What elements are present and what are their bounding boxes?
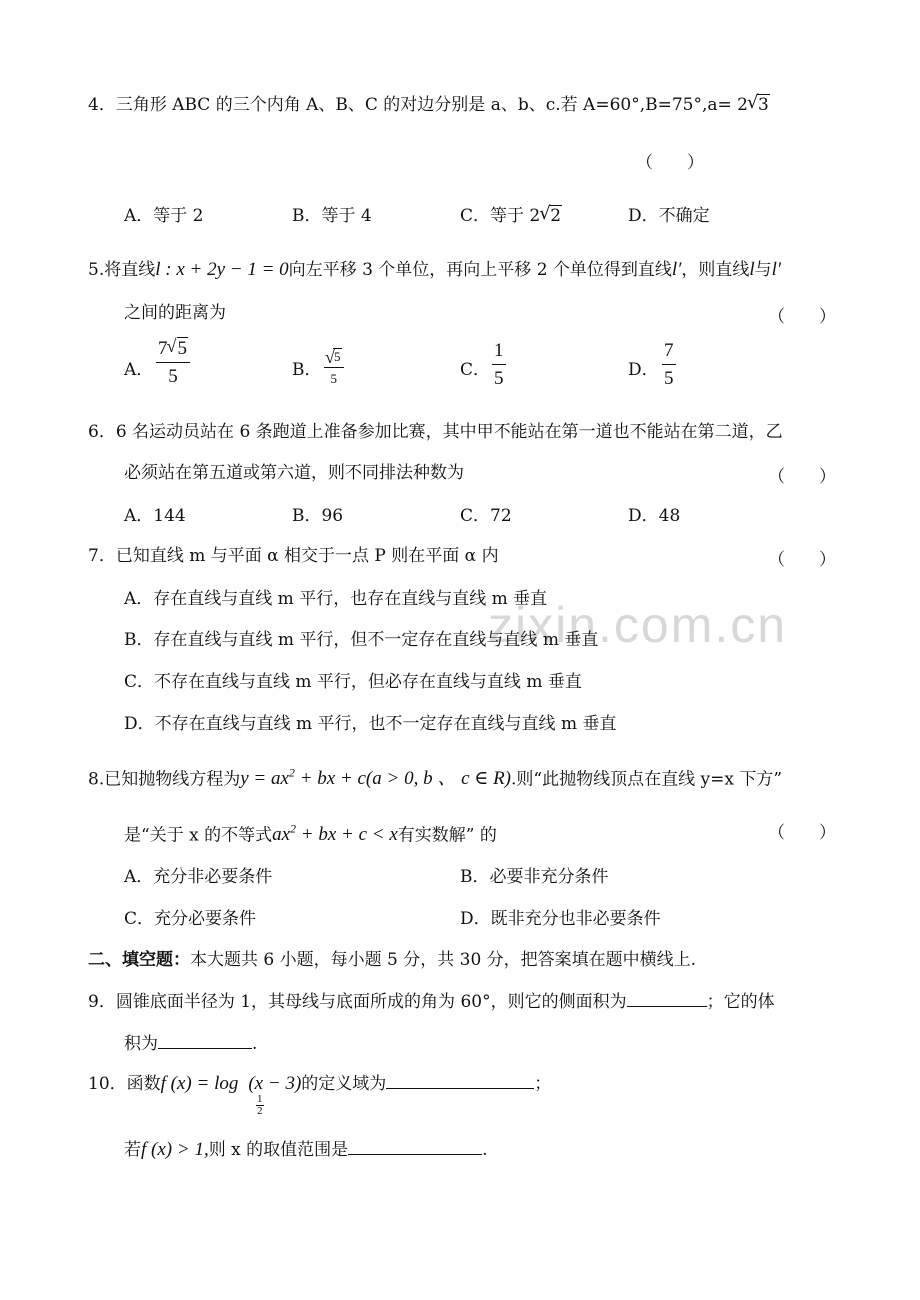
q4-option-b: B．等于 4 [292,206,372,226]
q4-stem [88,94,770,116]
q5-label-a: A． [124,360,154,380]
q5-fraction-d: $\frac{7}{5}$ [664,340,674,389]
q10-function: f (x) = log [160,1073,239,1094]
q5-fraction-c: $\frac{1}{5}$ [494,340,504,389]
q10-line1: 10．函数f (x) = log (x − 3)的定义域为 ； [88,1073,552,1094]
section-heading [88,949,696,971]
q5-equation: l : x + 2y − 1 = 0 [155,259,289,280]
q5-label-c: C． [460,360,491,380]
q8-option-c: C．充分必要条件 [124,909,257,929]
q7-option-c: C．不存在直线与直线 m 平行，但必存在直线与直线 m 垂直 [124,672,582,692]
q9-blank-1 [627,990,707,1007]
q10-blank-2 [348,1138,482,1155]
q6-option-d: D．48 [628,506,681,526]
q8-equation: $y = ax^2$ + bx + c(a > 0, b 、 c ∈ R) [240,766,512,790]
q7-option-b: B．存在直线与直线 m 平行，但不一定存在直线与直线 m 垂直 [124,630,599,650]
q7-option-a: A．存在直线与直线 m 平行，也存在直线与直线 m 垂直 [124,589,548,609]
q6-answer-paren: （ ） [768,467,836,487]
q6-option-a: A．144 [124,506,186,526]
q5-stem: 5.将直线l : x + 2y − 1 = 0向左平移 3 个单位，再向上平移 2 个单位得到直线l′，则直线l与l′ [88,259,782,280]
q4-radical: √ 3 [748,94,770,116]
q5-fraction-a: $\frac{7√ 5}{5}$ [156,338,190,388]
q10-blank-1 [386,1072,534,1089]
q5-line2: 之间的距离为 [124,303,226,323]
q7-option-d: D．不存在直线与直线 m 平行，也不一定存在直线与直线 m 垂直 [124,714,617,734]
q7-answer-paren: （ ） [768,550,836,570]
q5-label-d: D． [628,360,659,380]
section-instructions: 本大题共 6 小题，每小题 5 分，共 30 分，把答案填在题中横线上. [190,950,697,970]
q8-inequality: $ax^2$ + bx + c < x [272,822,398,846]
q8-line2: 是“关于 x 的不等式$ax^2$ + bx + c < x有实数解” 的 [124,822,497,846]
section-title: 二、填空题： [88,950,190,970]
q9-blank-2 [158,1032,252,1049]
q6-line1: 6．6 名运动员站在 6 条跑道上准备参加比赛，其中甲不能站在第一道也不能站在第二道，乙 [88,422,783,442]
q4-answer-paren: （ ） [636,153,704,173]
q9-line1: 9．圆锥底面半径为 1，其母线与底面所成的角为 60°，则它的侧面积为 ；它的体 [88,992,775,1012]
q8-answer-paren: （ ） [768,823,836,843]
q4-option-c: C．等于 2√ 2 [460,205,562,227]
q4-option-a: A．等于 2 [124,206,204,226]
q6-line2: 必须站在第五道或第六道，则不同排法种数为 [124,463,464,483]
q8-stem: 8.已知抛物线方程为$y = ax^2$ + bx + c(a > 0, b 、 c ∈ R).则“此抛物线顶点在直线 y=x 下方” [88,766,783,790]
q4-option-d: D．不确定 [628,206,710,226]
q5-label-b: B． [292,360,322,380]
q5-answer-paren: （ ） [768,307,836,327]
q10-log-base: 1 2 [257,1093,263,1117]
q6-option-b: B．96 [292,506,344,526]
q6-option-c: C．72 [460,506,512,526]
q4-text: 4．三角形 ABC 的三个内角 A、B、C 的对边分别是 a、b、c.若 A=60°,B=75°,a= 2 [88,95,748,115]
q7-stem: 7．已知直线 m 与平面 α 相交于一点 P 则在平面 α 内 [88,546,499,566]
q5-fraction-b: √ $\frac{5}{5}$ [324,349,344,387]
q10-line2: 若f (x) > 1,则 x 的取值范围是 . [124,1139,488,1160]
q10-condition: f (x) > 1, [141,1139,209,1160]
q8-option-a: A．充分非必要条件 [124,867,273,887]
q9-line2: 积为 . [124,1034,258,1054]
q8-option-b: B．必要非充分条件 [460,867,609,887]
watermark: zixin.com.cn [488,597,788,653]
q8-option-d: D．既非充分也非必要条件 [460,909,661,929]
